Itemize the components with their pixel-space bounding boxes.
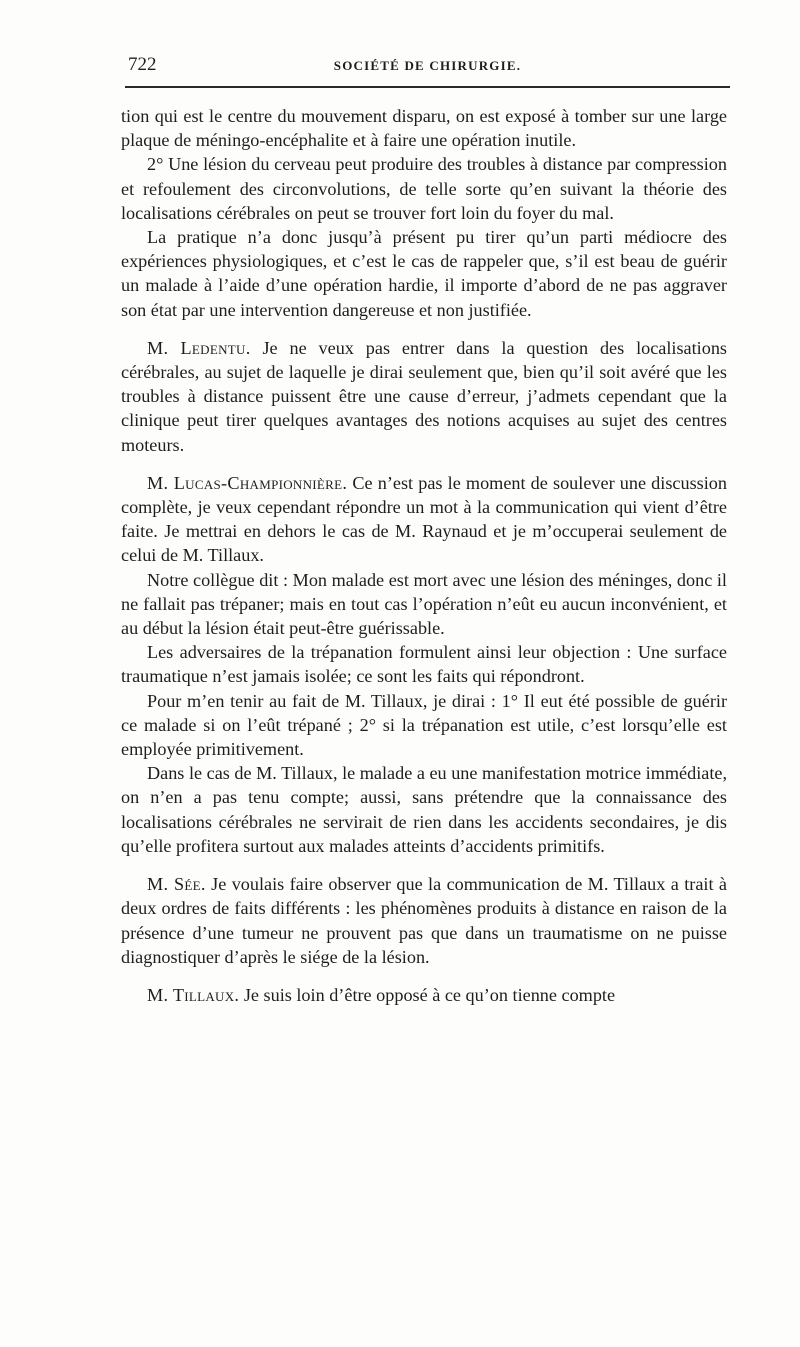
paragraph: Notre collègue dit : Mon malade est mort avec une lésion des méninges, donc il ne fallait pas trépaner; mais en tout cas l’opération n’eût eu aucun inconvénient, et au début la lésion était peut-être guérissable. <box>121 569 727 639</box>
paragraph: M. Tillaux. Je suis loin d’être opposé à ce qu’on tienne compte <box>147 984 616 1005</box>
paragraph: M. Lucas-Championnière. Ce n’est pas le moment de soulever une discussion complète, je veux cependant répondre un mot à la communication qui vient d’être faite. Je mettrai en dehors le cas de M. Raynaud et je m’occuperai seulement de celui de M. Tillaux. <box>121 472 727 566</box>
speaker-name: M. Tillaux. <box>147 984 240 1005</box>
speaker-name: M. Sée. <box>147 874 206 895</box>
paragraph: 2° Une lésion du cerveau peut produire des troubles à distance par compression et refoulement des circonvolutions, de telle sorte qu’en suivant la théorie des localisations cérébrales on peut se trouver fort loin du foyer du mal. <box>121 154 727 223</box>
speaker-name: M. Lucas-Championnière. <box>147 472 348 493</box>
paragraph: Les adversaires de la trépanation formulent ainsi leur objection : Une surface traumatique n’est jamais isolée; ce sont les faits qui répondront. <box>121 642 727 687</box>
paragraph: Pour m’en tenir au fait de M. Tillaux, je dirai : 1° Il eut été possible de guérir ce malade si on l’eût trépané ; 2° si la trépanation est utile, c’est lorsqu’elle est employée primitivement. <box>121 690 727 760</box>
paragraph: M. Ledentu. Je ne veux pas entrer dans la question des localisations cérébrales, au sujet de laquelle je dirai seulement que, bien qu’il soit avéré que les troubles à distance puissent être une cause d’erreur, j’admets cependant que la clinique peut tirer quelques avantages des notions acquises au sujet des centres moteurs. <box>121 337 728 455</box>
paragraph: tion qui est le centre du mouvement disparu, on est exposé à tomber sur une large plaque de méningo-encéphalite et à faire une opération inutile. <box>121 106 727 151</box>
body-text <box>121 104 727 1007</box>
running-title: SOCIÉTÉ DE CHIRURGIE. <box>333 58 522 73</box>
paragraph: Dans le cas de M. Tillaux, le malade a eu une manifestation motrice immédiate, on n’en a pas tenu compte; aussi, sans prétendre que la connaissance des localisations cérébrales ne servirait de rien dans les accidents secondaires, je dis qu’elle profitera surtout aux malades atteints d’accidents primitifs. <box>121 763 727 856</box>
speaker-name: M. Ledentu. <box>147 337 251 358</box>
paragraph: La pratique n’a donc jusqu’à présent pu tirer qu’un parti médiocre des expériences physiologiques, et c’est le cas de rappeler que, s’il est beau de guérir un malade à l’aide d’une opération hardie, il importe d’abord de ne pas aggraver son état par une intervention dangereuse et non justifiée. <box>121 227 727 320</box>
paragraph: M. Sée. Je voulais faire observer que la communication de M. Tillaux a trait à deux ordres de faits différents : les phénomènes produits à distance en raison de la présence d’une tumeur ne prouvent pas que dans un traumatisme on ne puisse diagnostiquer d’après le siége de la lésion. <box>121 874 727 967</box>
page-header <box>125 52 730 82</box>
page-number: 722 <box>128 54 157 75</box>
header-rule <box>125 86 730 88</box>
